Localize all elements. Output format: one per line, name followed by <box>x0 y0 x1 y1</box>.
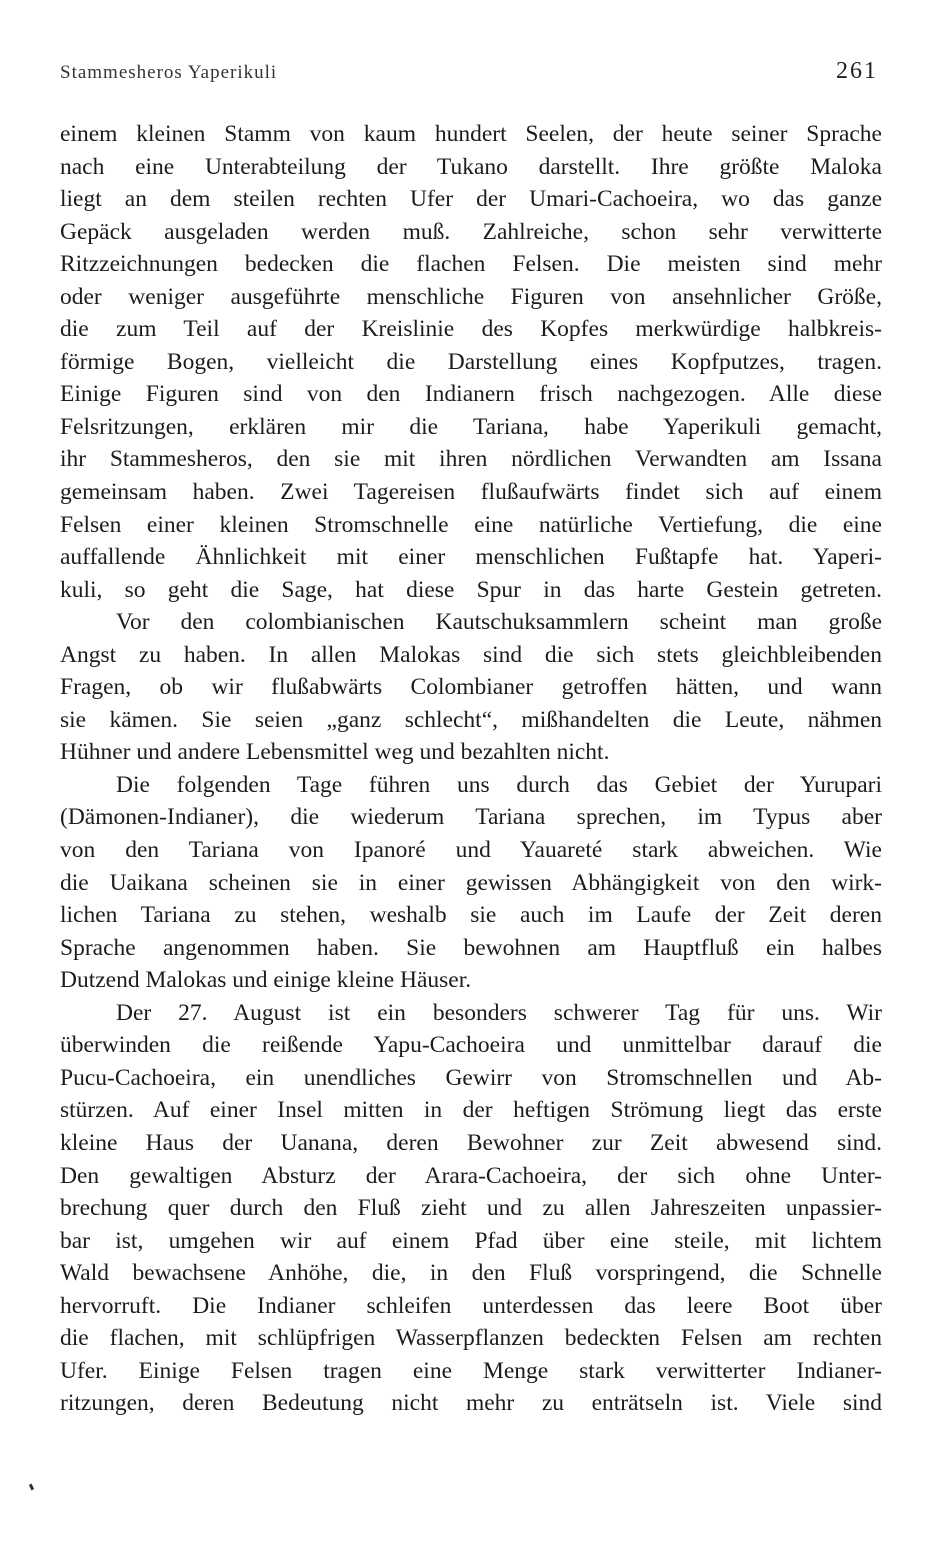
text-line: Gepäck ausgeladen werden muß. Zahlreiche, schon sehr verwitterte <box>60 218 882 245</box>
page-number: 261 <box>836 58 878 84</box>
text-line: die Uaikana scheinen sie in einer gewissen Abhängigkeit von den wirk- <box>60 869 882 896</box>
text-line: oder weniger ausgeführte menschliche Figuren von ansehnlicher Größe, <box>60 283 882 310</box>
text-line: bar ist, umgehen wir auf einem Pfad über eine steile, mit lichtem <box>60 1227 882 1254</box>
text-line: hervorruft. Die Indianer schleifen unterdessen das leere Boot über <box>60 1292 882 1319</box>
text-line: Wald bewachsene Anhöhe, die, in den Fluß vorspringend, die Schnelle <box>60 1260 882 1287</box>
text-line: auffallende Ähnlichkeit mit einer menschlichen Fußtapfe hat. Yaperi- <box>60 544 882 571</box>
paragraph-end-line: Dutzend Malokas und einige kleine Häuser. <box>60 967 472 994</box>
text-line: die zum Teil auf der Kreislinie des Kopfes merkwürdige halbkreis- <box>60 316 882 343</box>
text-line: Pucu-Cachoeira, ein unendliches Gewirr von Stromschnellen und Ab- <box>60 1064 882 1091</box>
body-text <box>60 118 882 1420</box>
text-line: sie kämen. Sie seien „ganz schlecht“, mißhandelten die Leute, nähmen <box>60 706 882 733</box>
text-line: ritzungen, deren Bedeutung nicht mehr zu enträtseln ist. Viele sind <box>60 1390 882 1417</box>
text-line: nach eine Unterabteilung der Tukano darstellt. Ihre größte Maloka <box>60 153 882 180</box>
text-line: Felsen einer kleinen Stromschnelle eine natürliche Vertiefung, die eine <box>60 511 882 538</box>
text-line: lichen Tariana zu stehen, weshalb sie auch im Laufe der Zeit deren <box>60 902 882 929</box>
text-line: (Dämonen-Indianer), die wiederum Tariana sprechen, im Typus aber <box>60 804 882 831</box>
text-line: Ritzzeichnungen bedecken die flachen Felsen. Die meisten sind mehr <box>60 251 882 278</box>
text-line: Sprache angenommen haben. Sie bewohnen am Hauptfluß ein halbes <box>60 934 882 961</box>
paragraph-start-line: Vor den colombianischen Kautschuksammlern scheint man große <box>116 609 882 636</box>
text-line: von den Tariana von Ipanoré und Yauareté stark abweichen. Wie <box>60 837 882 864</box>
text-line: kleine Haus der Uanana, deren Bewohner zur Zeit abwesend sind. <box>60 1129 882 1156</box>
paragraph-start-line: Der 27. August ist ein besonders schwerer Tag für uns. Wir <box>116 999 882 1026</box>
text-line: brechung quer durch den Fluß zieht und zu allen Jahreszeiten unpassier- <box>60 1195 882 1222</box>
text-line: Felsritzungen, erklären mir die Tariana, habe Yaperikuli gemacht, <box>60 413 882 440</box>
text-line: Fragen, ob wir flußabwärts Colombianer getroffen hätten, und wann <box>60 674 882 701</box>
text-line: kuli, so geht die Sage, hat diese Spur in das harte Gestein getreten. <box>60 576 882 603</box>
text-line: stürzen. Auf einer Insel mitten in der heftigen Strömung liegt das erste <box>60 1097 882 1124</box>
text-line: förmige Bogen, vielleicht die Darstellung eines Kopfputzes, tragen. <box>60 348 882 375</box>
text-line: Angst zu haben. In allen Malokas sind die sich stets gleichbleibenden <box>60 641 882 668</box>
text-line: Den gewaltigen Absturz der Arara-Cachoeira, der sich ohne Unter- <box>60 1162 882 1189</box>
text-line: die flachen, mit schlüpfrigen Wasserpflanzen bedeckten Felsen am rechten <box>60 1325 882 1352</box>
text-line: Ufer. Einige Felsen tragen eine Menge stark verwitterter Indianer- <box>60 1357 882 1384</box>
text-line: gemeinsam haben. Zwei Tagereisen flußaufwärts findet sich auf einem <box>60 479 882 506</box>
text-line: ihr Stammesheros, den sie mit ihren nördlichen Verwandten am Issana <box>60 446 882 473</box>
text-line: Einige Figuren sind von den Indianern frisch nachgezogen. Alle diese <box>60 381 882 408</box>
text-line: liegt an dem steilen rechten Ufer der Umari-Cachoeira, wo das ganze <box>60 186 882 213</box>
paragraph-end-line: Hühner und andere Lebensmittel weg und bezahlten nicht. <box>60 739 610 766</box>
paragraph-start-line: Die folgenden Tage führen uns durch das Gebiet der Yurupari <box>116 771 882 798</box>
text-line: einem kleinen Stamm von kaum hundert Seelen, der heute seiner Sprache <box>60 121 882 147</box>
running-title: Stammesheros Yaperikuli <box>60 62 278 83</box>
text-line: überwinden die reißende Yapu-Cachoeira und unmittelbar darauf die <box>60 1032 882 1059</box>
ink-speck <box>29 1484 34 1491</box>
